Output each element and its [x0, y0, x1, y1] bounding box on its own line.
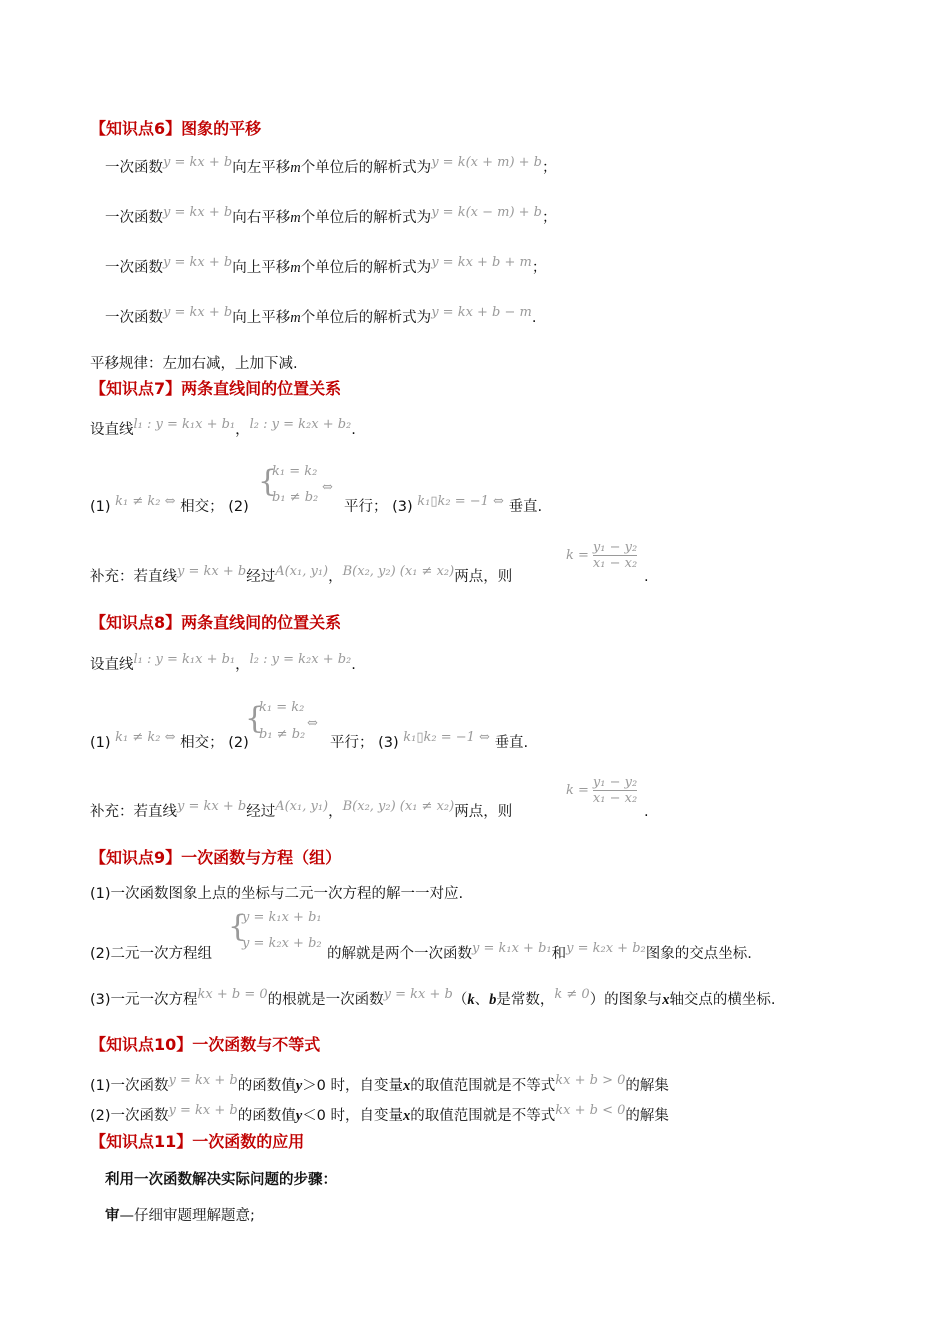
text: 审: [105, 1208, 120, 1224]
formula: kx + b > 0: [555, 1073, 626, 1088]
text: 的解集: [625, 1078, 669, 1094]
text: 轴交点的横坐标.: [669, 992, 776, 1008]
text: 相交；: [180, 735, 224, 751]
denominator: x₁ − x₂: [592, 791, 638, 806]
var-x: x: [403, 1078, 411, 1094]
text: 个单位后的解析式为: [300, 310, 432, 326]
point-a: A(x₁, y₁): [275, 564, 329, 579]
text: 个单位后的解析式为: [300, 160, 432, 176]
point-a: A(x₁, y₁): [275, 799, 329, 814]
kp9-sys-bot: y = k₂x + b₂: [242, 936, 322, 951]
kp7-cases: [90, 494, 249, 518]
kp10-title: 【知识点10】一次函数与不等式: [90, 1035, 321, 1054]
kp9-brace-icon: {: [228, 909, 248, 944]
text: 一次函数: [105, 310, 163, 326]
text: 一次函数: [105, 260, 163, 276]
text: 的取值范围就是不等式: [410, 1108, 556, 1124]
var-m: m: [290, 210, 301, 226]
numerator: y₁ − y₂: [592, 540, 638, 555]
text: .: [531, 310, 537, 326]
text: 的函数值: [237, 1108, 296, 1124]
formula: y = kx + b: [168, 1073, 238, 1088]
text: （: [452, 992, 468, 1008]
text: 、: [474, 992, 490, 1008]
text: 和: [551, 946, 567, 962]
text: 的函数值: [237, 1078, 296, 1094]
kp8-iff: ⇔: [307, 716, 318, 731]
formula: kx + b = 0: [197, 987, 268, 1002]
kp8-setup: [90, 652, 356, 676]
formula: y = kx + b: [163, 305, 233, 320]
formula: k₁ ≠ k₂ ⇔: [115, 494, 176, 509]
formula: y = k(x + m) + b: [431, 155, 543, 170]
text: k =: [566, 548, 589, 563]
text: 垂直.: [508, 499, 543, 515]
text: 补充：若直线: [90, 804, 177, 820]
text: (1): [90, 735, 111, 751]
kp8-brace-icon: {: [245, 701, 265, 736]
var-m: m: [290, 160, 301, 176]
kp7-fraction: [566, 540, 637, 571]
kp11-title: 【知识点11】一次函数的应用: [90, 1132, 305, 1151]
text: 平行；: [330, 735, 374, 751]
text: 两点，则: [454, 569, 513, 585]
formula: y = kx + b: [177, 799, 247, 814]
var-m: m: [290, 310, 301, 326]
var-b: b: [489, 992, 497, 1008]
text: 图象的交点坐标.: [645, 946, 752, 962]
text: 向上平移: [232, 310, 291, 326]
text: ＞0 时，自变量: [302, 1078, 404, 1094]
point-b: B(x₂, y₂) (x₁ ≠ x₂): [342, 564, 455, 579]
text: 补充：若直线: [90, 569, 177, 585]
kp7-title: 【知识点7】两条直线间的位置关系: [90, 379, 342, 398]
formula: k ≠ 0: [554, 987, 590, 1002]
text: 个单位后的解析式为: [300, 260, 432, 276]
formula: k₁▯k₂ = −1 ⇔: [403, 730, 490, 745]
denominator: x₁ − x₂: [592, 556, 638, 571]
var-x: x: [662, 992, 670, 1008]
formula: k₁▯k₂ = −1 ⇔: [417, 494, 504, 509]
text: 的取值范围就是不等式: [410, 1078, 556, 1094]
text: 设直线: [90, 657, 134, 673]
text: 向左平移: [232, 160, 291, 176]
text: ；: [531, 260, 547, 276]
formula: y = kx + b: [163, 255, 233, 270]
text: k =: [566, 783, 589, 798]
kp8-cases-2: [330, 730, 529, 754]
kp9-title: 【知识点9】一次函数与方程（组）: [90, 848, 342, 867]
kp9-line-1: (1)一次函数图象上点的坐标与二元一次方程的解一一对应.: [90, 886, 464, 902]
text: ，: [235, 422, 250, 438]
formula: y = kx + b: [177, 564, 247, 579]
text: ，: [235, 657, 250, 673]
var-x: x: [403, 1108, 411, 1124]
kp8-sys-bot: b₁ ≠ b₂: [259, 727, 306, 742]
kp10-line-2: [90, 1103, 669, 1127]
kp7-setup: [90, 417, 356, 441]
text: ，: [328, 569, 343, 585]
formula: y = kx + b: [163, 205, 233, 220]
kp9-line-2b: [327, 941, 752, 965]
formula: y = kx + b: [383, 987, 453, 1002]
line-l1: l₁ : y = k₁x + b₁: [133, 652, 236, 667]
kp6-line-2: [105, 205, 557, 229]
text: —仔细审题理解题意;: [119, 1208, 255, 1224]
text: 一次函数: [105, 210, 163, 226]
text: (1): [90, 499, 111, 515]
text: 向上平移: [232, 260, 291, 276]
kp7-brace-icon: {: [258, 464, 278, 499]
text: (3)一元一次方程: [90, 992, 198, 1008]
text: 经过: [246, 804, 276, 820]
kp8-title: 【知识点8】两条直线间的位置关系: [90, 613, 342, 632]
formula: kx + b < 0: [555, 1103, 626, 1118]
text: 向右平移: [232, 210, 291, 226]
kp8-sys-top: k₁ = k₂: [259, 700, 305, 715]
kp6-rule: 平移规律：左加右减，上加下减.: [90, 356, 298, 372]
kp11-step-1: [105, 1206, 255, 1226]
kp9-line-3: [90, 987, 776, 1011]
line-l1: l₁ : y = k₁x + b₁: [133, 417, 236, 432]
var-k: k: [467, 992, 475, 1008]
text: 是常数，: [496, 992, 555, 1008]
formula: y = k₂x + b₂: [566, 941, 646, 956]
numerator: y₁ − y₂: [592, 775, 638, 790]
kp7-sys-bot: b₁ ≠ b₂: [272, 490, 319, 505]
kp7-supplement: [90, 564, 513, 588]
kp7-iff: ⇔: [322, 480, 333, 495]
formula: y = k₁x + b₁: [472, 941, 552, 956]
kp6-line-4: [105, 305, 537, 329]
formula: y = k(x − m) + b: [431, 205, 543, 220]
formula: y = kx + b + m: [431, 255, 532, 270]
var-m: m: [290, 260, 301, 276]
var-y: y: [295, 1108, 303, 1124]
line-l2: l₂ : y = k₂x + b₂: [249, 652, 352, 667]
kp9-sys-top: y = k₁x + b₁: [242, 910, 322, 925]
text: .: [351, 422, 356, 438]
kp11-steps-title: 利用一次函数解决实际问题的步骤：: [105, 1172, 337, 1188]
line-l2: l₂ : y = k₂x + b₂: [249, 417, 352, 432]
formula: y = kx + b: [168, 1103, 238, 1118]
point-b: B(x₂, y₂) (x₁ ≠ x₂): [342, 799, 455, 814]
text: 的解就是两个一次函数: [327, 946, 472, 962]
text: (3): [392, 499, 413, 515]
text: ；: [542, 210, 557, 226]
kp6-line-3: [105, 255, 547, 279]
text: 平行；: [344, 499, 388, 515]
text: 个单位后的解析式为: [300, 210, 432, 226]
kp8-cases: [90, 730, 249, 754]
text: (2): [228, 499, 249, 515]
kp7-sys-top: k₁ = k₂: [272, 464, 318, 479]
text: ）的图象与: [589, 992, 663, 1008]
text: ＜0 时，自变量: [302, 1108, 404, 1124]
kp9-line-2a: (2)二元一次方程组: [90, 946, 213, 962]
text: 垂直.: [494, 735, 529, 751]
text: 设直线: [90, 422, 134, 438]
kp7-cases-2: [344, 494, 543, 518]
text: 经过: [246, 569, 276, 585]
text: (1)一次函数: [90, 1078, 169, 1094]
kp6-title: 【知识点6】图象的平移: [90, 119, 262, 138]
formula: y = kx + b − m: [431, 305, 532, 320]
var-y: y: [295, 1078, 303, 1094]
kp6-line-1: [105, 155, 557, 179]
kp8-fraction: [566, 775, 637, 806]
text: ；: [542, 160, 557, 176]
text: .: [351, 657, 356, 673]
kp8-sup-end: .: [644, 804, 649, 820]
text: 的根就是一次函数: [267, 992, 384, 1008]
text: 一次函数: [105, 160, 163, 176]
text: 的解集: [625, 1108, 669, 1124]
text: ，: [328, 804, 343, 820]
kp7-sup-end: .: [644, 569, 649, 585]
formula: k₁ ≠ k₂ ⇔: [115, 730, 176, 745]
text: 相交；: [180, 499, 224, 515]
text: (2): [228, 735, 249, 751]
formula: y = kx + b: [163, 155, 233, 170]
text: (2)一次函数: [90, 1108, 169, 1124]
text: 两点，则: [454, 804, 513, 820]
kp10-line-1: [90, 1073, 669, 1097]
text: (3): [378, 735, 399, 751]
kp8-supplement: [90, 799, 513, 823]
